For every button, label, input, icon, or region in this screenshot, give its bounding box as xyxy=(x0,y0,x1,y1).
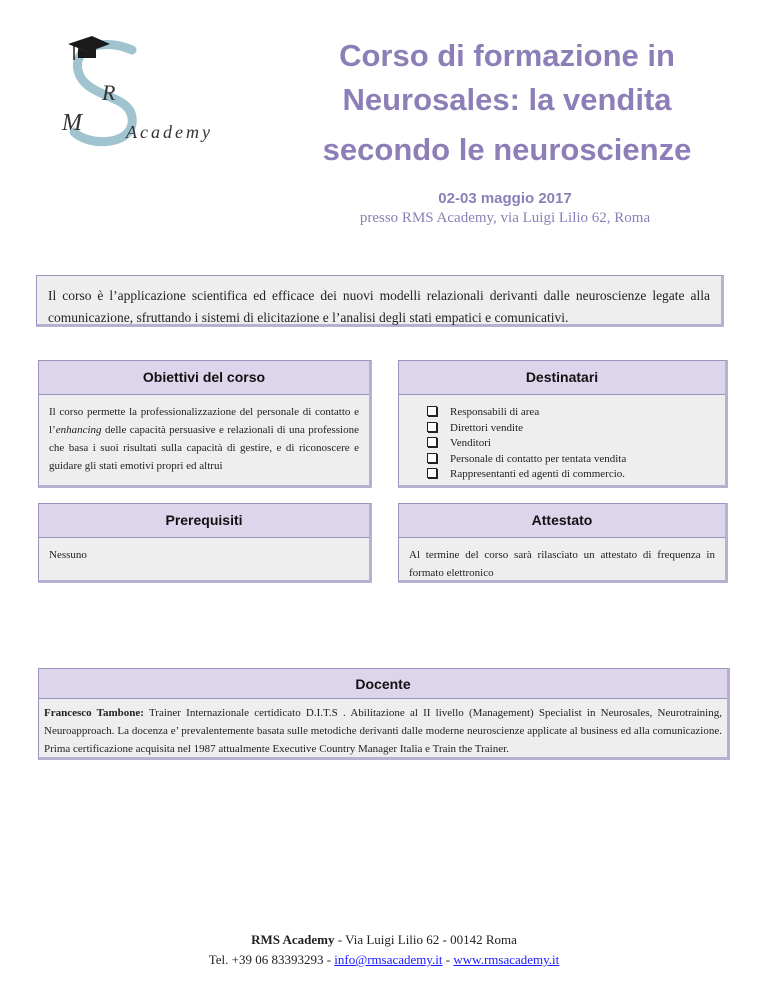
list-item xyxy=(427,452,715,468)
intro-box: Il corso è l’applicazione scientifica ed efficace dei nuovi modelli relazionali derivanti dalle neuroscienze legate alla comunicazione, sfruttando i sistemi di elicitazione e l’analisi degli stati empatici e comunicativi. xyxy=(36,275,724,327)
list-item-label: Direttori vendite xyxy=(450,421,524,434)
prerequisiti-box xyxy=(38,503,372,583)
docente-text xyxy=(39,699,727,763)
docente-bio: Trainer Internazionale certidicato D.I.T.S . Abilitazione al II livello (Management) Specialist in Neurosales, Neurotraining, Neuroapproach. La docenza e’ prevalentemente basata sulle metodiche derivanti dalle moderne neuroscienze applicate al business ed alla comunicazione. Prima certificazione acquisita nel 1987 attualmente Executive Country Manager Italia e Train the Trainer. xyxy=(44,707,722,755)
logo-letter-r: R xyxy=(102,80,116,105)
list-item xyxy=(427,421,715,437)
destinatari-list xyxy=(409,403,715,483)
logo-academy-text: Academy xyxy=(126,122,213,142)
list-item-label: Venditori xyxy=(450,437,491,449)
obiettivi-text-end: delle capacità persuasive e relazionali di una professione che basa i suoi risultati sulla capacità di gestire, e di riconoscere e guidare gli stati emotivi propri ed altrui xyxy=(49,424,359,472)
email-link[interactable]: info@rmsacademy.it xyxy=(334,952,443,967)
website-link[interactable]: www.rmsacademy.it xyxy=(453,952,560,967)
footer-tel: Tel. +39 06 83393293 - xyxy=(208,952,335,967)
title-line-2: Neurosales: la vendita xyxy=(342,82,672,117)
footer xyxy=(0,930,768,970)
docente-box xyxy=(38,668,730,760)
destinatari-body xyxy=(399,395,725,491)
list-item-label: Personale di contatto per tentata vendita xyxy=(450,452,627,465)
list-item-label: Rappresentanti ed agenti di commercio. xyxy=(450,468,626,480)
docente-heading: Docente xyxy=(39,669,727,699)
obiettivi-heading: Obiettivi del corso xyxy=(39,361,369,395)
checkbox-icon xyxy=(427,453,437,463)
event-place: presso RMS Academy, via Luigi Lilio 62, Roma xyxy=(359,210,651,226)
attestato-box xyxy=(398,503,728,583)
docente-name: Francesco Tambone: xyxy=(44,707,144,719)
checkbox-icon xyxy=(427,437,437,447)
academy-logo xyxy=(40,28,240,148)
prerequisiti-text: Nessuno xyxy=(49,549,87,561)
footer-org: RMS Academy xyxy=(251,932,335,947)
footer-separator: - xyxy=(442,952,454,967)
footer-contact-line xyxy=(0,950,768,970)
prerequisiti-heading: Prerequisiti xyxy=(39,504,369,538)
footer-address: - Via Luigi Lilio 62 - 00142 Roma xyxy=(334,932,517,947)
list-item-label: Responsabili di area xyxy=(450,406,540,418)
destinatari-heading: Destinatari xyxy=(399,361,725,395)
footer-address-line xyxy=(0,930,768,950)
obiettivi-text xyxy=(39,395,369,483)
list-item xyxy=(427,405,715,421)
list-item xyxy=(427,436,715,452)
list-item xyxy=(427,467,715,483)
checkbox-icon xyxy=(427,422,437,432)
title-line-1: Corso di formazione in xyxy=(339,38,675,73)
page-title xyxy=(272,34,742,172)
logo-letter-m: M xyxy=(62,110,82,136)
destinatari-box xyxy=(398,360,728,488)
obiettivi-text-start: Il corso permette la professionalizzazione del personale di contatto e l’ xyxy=(49,406,359,436)
attestato-text: Al termine del corso sarà rilasciato un attestato di frequenza in formato elettronico xyxy=(409,549,715,579)
checkbox-icon xyxy=(427,468,437,478)
obiettivi-text-italic: enhancing xyxy=(55,424,102,436)
attestato-heading: Attestato xyxy=(399,504,725,538)
title-line-3: secondo le neuroscienze xyxy=(322,132,692,167)
obiettivi-box xyxy=(38,360,372,488)
checkbox-icon xyxy=(427,406,437,416)
event-date: 02-03 maggio 2017 xyxy=(438,190,572,207)
